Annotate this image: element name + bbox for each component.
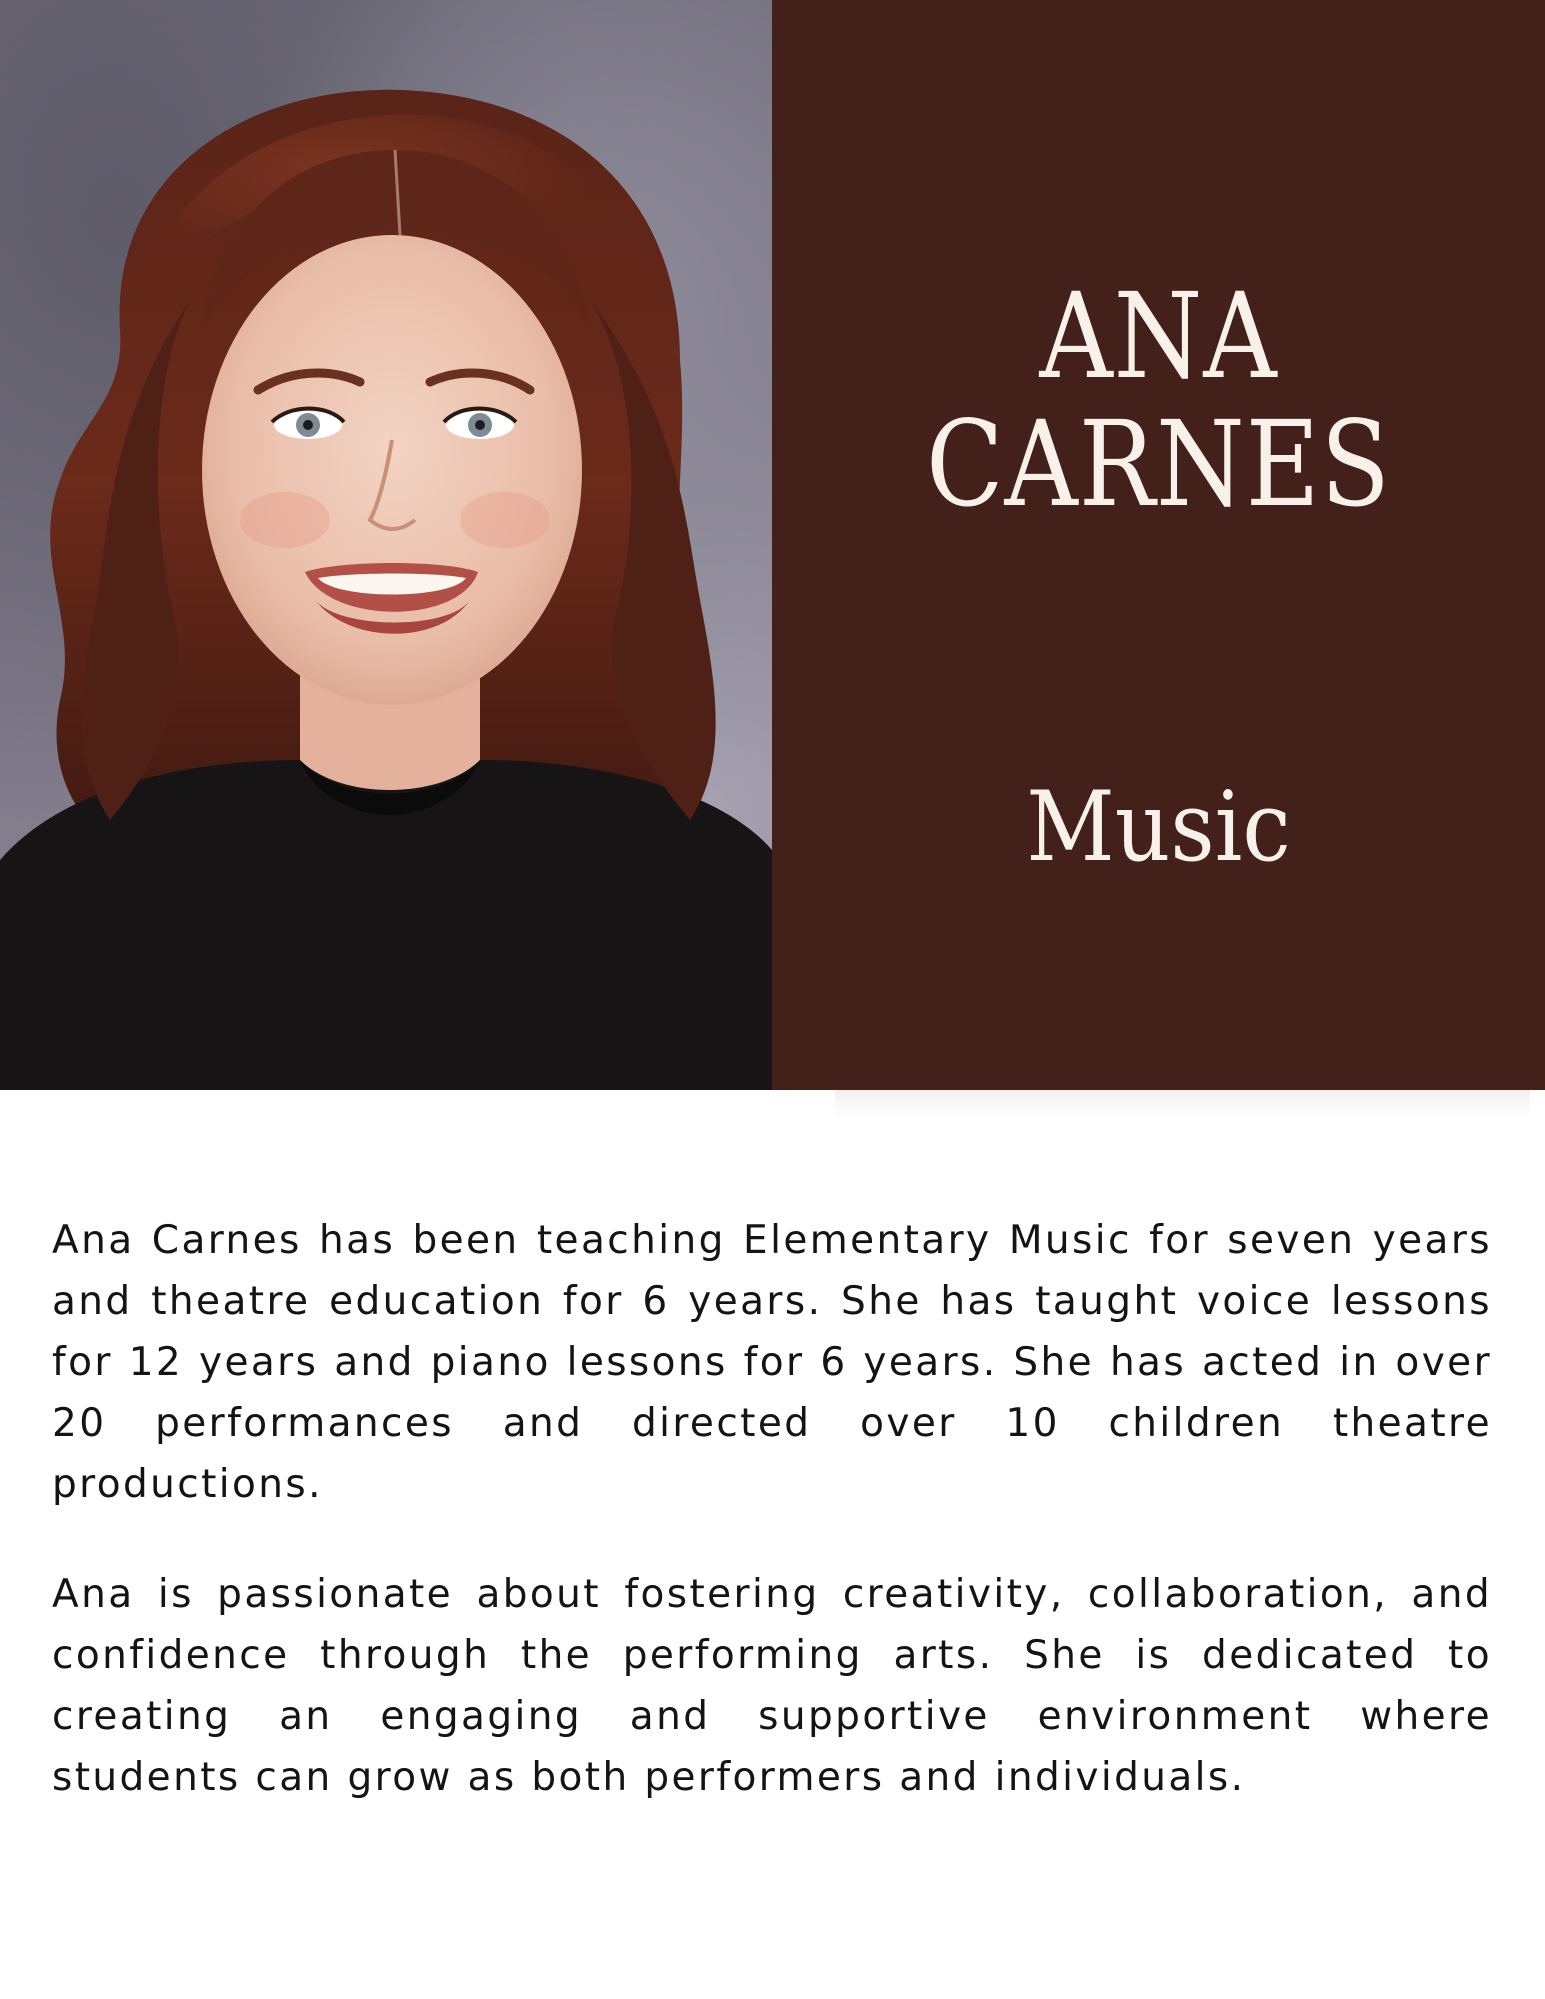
teacher-name xyxy=(826,267,1491,533)
portrait-illustration xyxy=(0,0,772,1090)
portrait-photo xyxy=(0,0,772,1090)
last-name: CARNES xyxy=(926,395,1391,533)
face xyxy=(202,235,582,705)
title-panel xyxy=(772,0,1545,1090)
first-name: ANA xyxy=(1039,267,1278,405)
panel-shadow xyxy=(835,1090,1530,1120)
bio-paragraph-2: Ana is passionate about fostering creativity, collaboration, and confidence through the performing arts. She is dedicated to creating an engaging and supportive environment where students can grow as both performers and individuals. xyxy=(52,1572,1492,1800)
department-label: Music xyxy=(1026,771,1291,883)
bio-paragraph-1: Ana Carnes has been teaching Elementary Music for seven years and theatre education for 6 years. She has taught voice lessons for 12 years and piano lessons for 6 years. She has acted in over 20 performances and directed over 10 children theatre productions. xyxy=(52,1218,1492,1507)
bio-section xyxy=(52,1210,1492,1857)
